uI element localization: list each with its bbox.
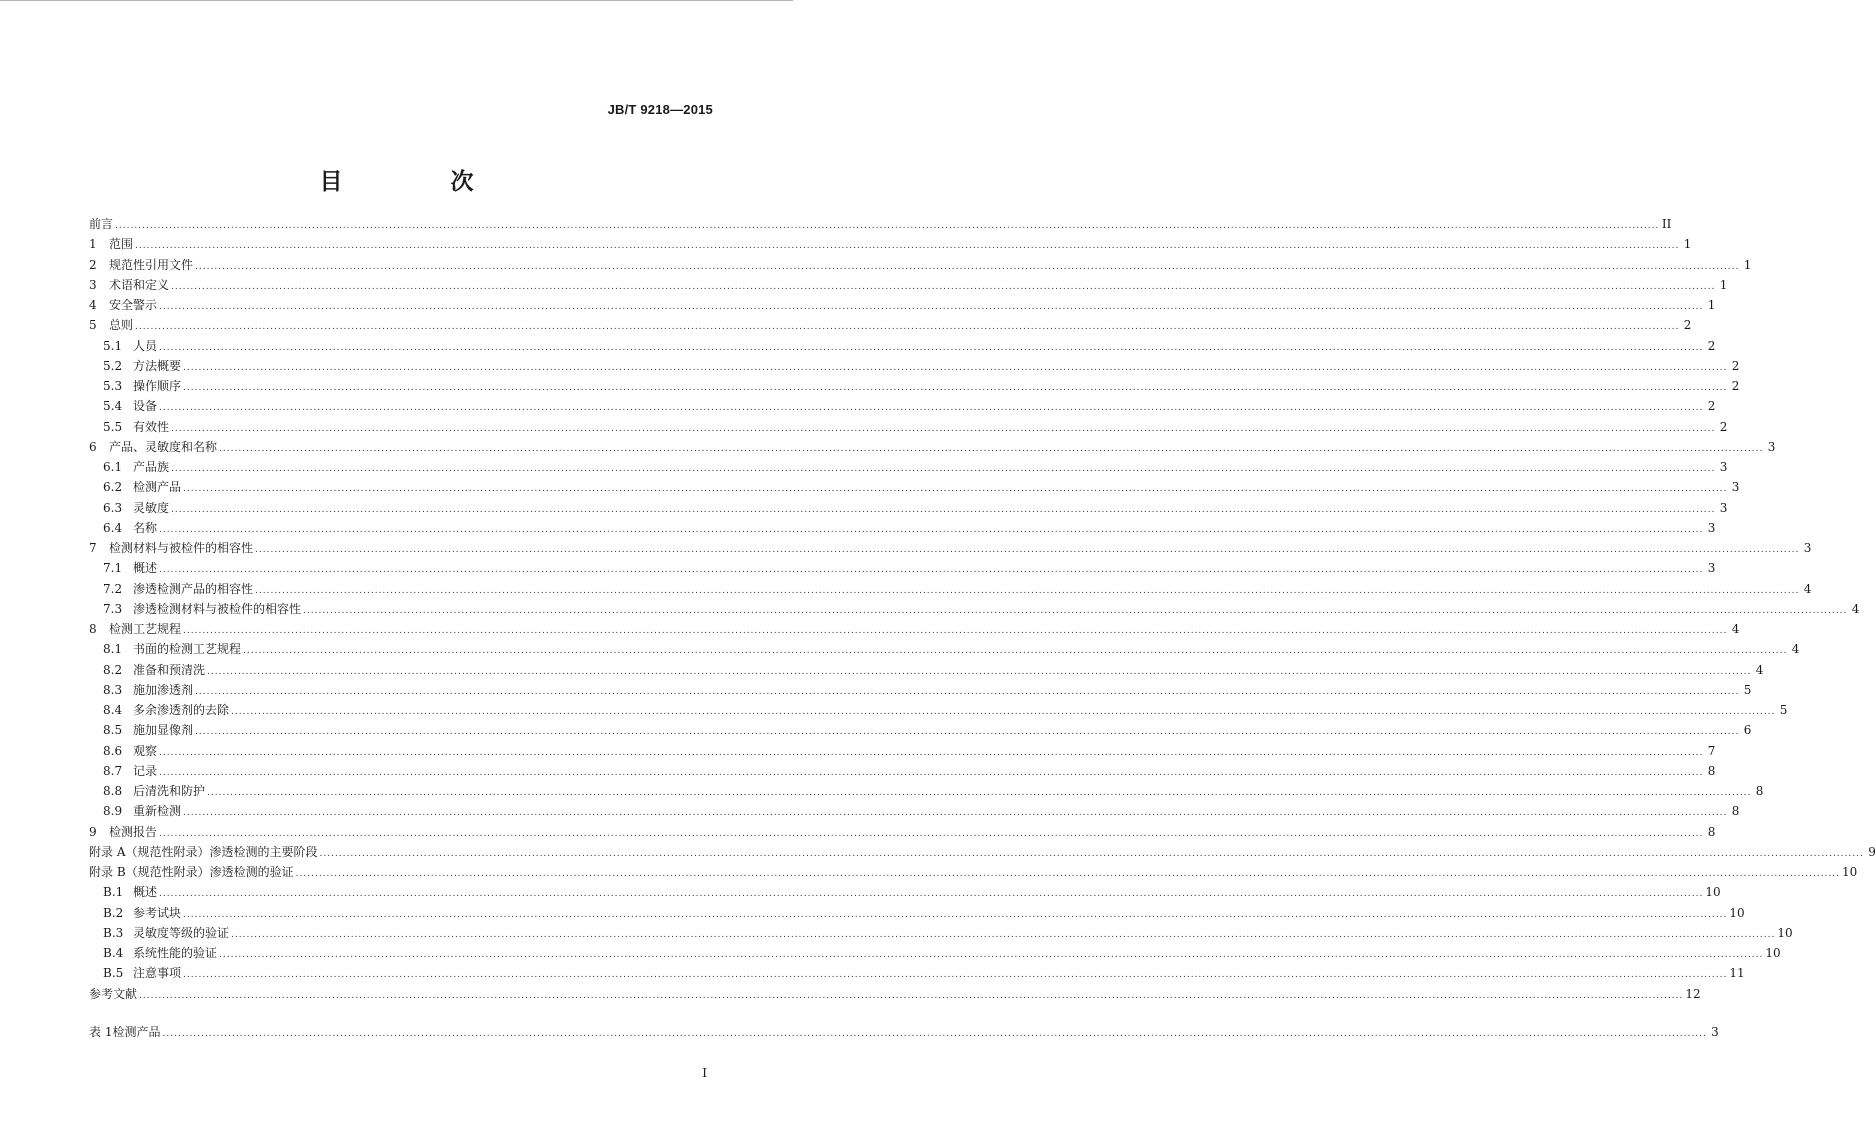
toc-entry[interactable] (89, 700, 1788, 720)
toc-entry-page: 2 (1731, 379, 1740, 393)
toc-entry[interactable] (89, 720, 1752, 740)
toc-entry-number: 8.3 (103, 682, 123, 697)
toc-entry-number: 8.2 (103, 662, 123, 677)
toc-entry-number: 8.8 (103, 784, 123, 798)
toc-entry-page: 5 (1779, 703, 1788, 717)
toc-entry-page: 8 (1755, 784, 1764, 798)
toc-entry-number: 5.5 (103, 419, 123, 434)
table-of-contents (89, 214, 1876, 1042)
toc-entry-number: 3 (89, 277, 97, 292)
toc-entry-number: 5.2 (103, 358, 123, 373)
toc-entry-page: 10 (1705, 885, 1721, 900)
toc-entry-number: 8.9 (103, 804, 123, 819)
toc-entry[interactable] (89, 255, 1752, 275)
toc-entry-page: 9 (1868, 844, 1876, 859)
toc-entry-number: 6.2 (103, 480, 123, 495)
toc-entry-page: 3 (1719, 460, 1728, 474)
toc-leader-dots: ................................................................................................................................................................................................................................................................................................................................................................................................................ (139, 990, 1684, 1001)
toc-entry[interactable] (89, 579, 1812, 599)
toc-entry[interactable] (89, 923, 1793, 943)
toc-entry-page: 10 (1777, 925, 1793, 940)
toc-entry-page: 11 (1729, 966, 1745, 981)
toc-entry[interactable] (89, 680, 1752, 700)
toc-entry-number: B.4 (103, 946, 124, 960)
toc-entry-label: 注意事项 (133, 966, 182, 981)
toc-entry[interactable] (89, 477, 1740, 497)
toc-leader-dots: ................................................................................................................................................................................................................................................................................................................................................................................................................ (183, 626, 1728, 636)
toc-entry[interactable] (89, 903, 1745, 923)
toc-entry-label: 检测产品 (112, 1024, 161, 1039)
toc-leader-dots: ................................................................................................................................................................................................................................................................................................................................................................................................................ (159, 767, 1704, 778)
toc-entry-label: 系统性能的验证 (133, 946, 218, 960)
toc-leader-dots: ................................................................................................................................................................................................................................................................................................................................................................................................................ (295, 869, 1840, 879)
toc-entry-page: 10 (1729, 905, 1745, 920)
toc-entry-label: 记录 (133, 763, 158, 778)
toc-entry-page: 3 (1707, 561, 1716, 576)
toc-entry-page: 1 (1707, 298, 1716, 312)
toc-entry-page: 2 (1683, 318, 1692, 333)
toc-entry-label: 渗透检测的验证 (209, 865, 294, 879)
toc-entry[interactable] (89, 822, 1716, 842)
toc-leader-dots: ................................................................................................................................................................................................................................................................................................................................................................................................................ (319, 848, 1864, 859)
toc-leader-dots: ................................................................................................................................................................................................................................................................................................................................................................................................................ (303, 605, 1848, 616)
toc-entry-number: 8.4 (103, 703, 123, 717)
toc-entry-page: 12 (1685, 986, 1701, 1001)
toc-leader-dots: ................................................................................................................................................................................................................................................................................................................................................................................................................ (255, 585, 1800, 596)
toc-leader-dots: ................................................................................................................................................................................................................................................................................................................................................................................................................ (159, 524, 1704, 535)
toc-entry-label: 产品族 (133, 460, 170, 474)
toc-leader-dots: ................................................................................................................................................................................................................................................................................................................................................................................................................ (159, 302, 1704, 312)
toc-entry-page: 4 (1731, 622, 1740, 636)
toc-entry-label: 操作顺序 (133, 379, 182, 393)
toc-leader-dots: ................................................................................................................................................................................................................................................................................................................................................................................................................ (171, 281, 1716, 292)
toc-entry-number: 6.1 (103, 460, 123, 474)
toc-entry-label: 人员 (133, 338, 158, 353)
toc-entry[interactable] (89, 943, 1781, 963)
toc-entry-number: 8.7 (103, 763, 123, 778)
toc-entry-label: 后清洗和防护 (133, 784, 206, 798)
toc-entry-number: 2 (89, 257, 97, 272)
toc-leader-dots: ................................................................................................................................................................................................................................................................................................................................................................................................................ (159, 342, 1704, 353)
toc-entry-page: 3 (1719, 500, 1728, 515)
toc-entry[interactable] (89, 781, 1764, 801)
toc-entry-label: 灵敏度等级的验证 (133, 925, 230, 940)
toc-entry-label: 前言 (89, 217, 114, 231)
toc-leader-dots: ................................................................................................................................................................................................................................................................................................................................................................................................................ (207, 666, 1752, 677)
toc-entry-label: 施加显像剂 (133, 723, 194, 738)
toc-entry[interactable] (89, 376, 1740, 396)
toc-leader-dots: ................................................................................................................................................................................................................................................................................................................................................................................................................ (195, 686, 1740, 697)
toc-entry[interactable] (89, 963, 1745, 983)
toc-entry[interactable] (89, 882, 1721, 902)
toc-leader-dots: ................................................................................................................................................................................................................................................................................................................................................................................................................ (219, 443, 1764, 454)
toc-entry-label: 书面的检测工艺规程 (133, 642, 242, 657)
toc-entry-number: 9 (89, 824, 97, 839)
toc-leader-dots: ................................................................................................................................................................................................................................................................................................................................................................................................................ (159, 403, 1704, 414)
toc-entry-page: 3 (1707, 520, 1716, 535)
toc-leader-dots: ................................................................................................................................................................................................................................................................................................................................................................................................................ (195, 727, 1740, 738)
toc-entry-label: 术语和定义 (109, 277, 170, 292)
toc-leader-dots: ................................................................................................................................................................................................................................................................................................................................................................................................................ (207, 788, 1752, 798)
toc-entry[interactable] (89, 639, 1800, 659)
toc-entry[interactable] (89, 396, 1716, 416)
toc-entry-page: 10 (1765, 946, 1781, 960)
toc-leader-dots: ................................................................................................................................................................................................................................................................................................................................................................................................................ (255, 545, 1800, 555)
toc-entry-number: 8.5 (103, 723, 123, 738)
toc-entry-label: 渗透检测产品的相容性 (133, 581, 254, 596)
toc-entry-page: 1 (1743, 257, 1752, 272)
toc-entry[interactable] (89, 457, 1728, 477)
toc-entry[interactable] (89, 842, 1876, 862)
toc-entry-number: 6.4 (103, 520, 123, 535)
toc-entry[interactable] (89, 336, 1716, 356)
toc-leader-dots: ................................................................................................................................................................................................................................................................................................................................................................................................................ (135, 322, 1680, 333)
toc-leader-dots: ................................................................................................................................................................................................................................................................................................................................................................................................................ (183, 808, 1728, 819)
toc-entry-number: 7.2 (103, 581, 123, 596)
toc-entry-number: 5.1 (103, 338, 123, 353)
toc-entry-number: 5.4 (103, 399, 123, 414)
toc-leader-dots: ................................................................................................................................................................................................................................................................................................................................................................................................................ (171, 464, 1716, 474)
toc-entry-page: 4 (1803, 581, 1812, 596)
toc-entry-number: B.2 (103, 905, 124, 920)
toc-entry-number: 7.3 (103, 601, 123, 616)
toc-entry[interactable] (89, 538, 1812, 558)
toc-entry-number: 8.1 (103, 642, 123, 657)
toc-entry-page: 4 (1755, 662, 1764, 677)
toc-entry[interactable] (89, 761, 1716, 781)
toc-entry-label: 施加渗透剂 (133, 682, 194, 697)
toc-entry-page: 10 (1842, 865, 1858, 879)
toc-leader-dots: ................................................................................................................................................................................................................................................................................................................................................................................................................ (159, 565, 1704, 576)
toc-entry-label: 总则 (109, 318, 134, 333)
toc-entry-label: 参考试块 (133, 905, 182, 920)
toc-entry-label: 产品、灵敏度和名称 (109, 439, 218, 454)
toc-leader-dots: ................................................................................................................................................................................................................................................................................................................................................................................................................ (195, 261, 1740, 272)
toc-entry[interactable] (89, 741, 1716, 761)
toc-entry-page: 3 (1731, 480, 1740, 495)
toc-leader-dots: ................................................................................................................................................................................................................................................................................................................................................................................................................ (183, 484, 1728, 495)
toc-entry[interactable] (89, 417, 1728, 437)
toc-entry-page: 8 (1707, 824, 1716, 839)
toc-entry[interactable] (89, 356, 1740, 376)
toc-entry-page: II (1661, 217, 1672, 231)
toc-entry[interactable] (89, 619, 1740, 639)
toc-entry-number: 表 1 (89, 1024, 113, 1039)
toc-leader-dots: ................................................................................................................................................................................................................................................................................................................................................................................................................ (159, 747, 1704, 758)
toc-entry[interactable] (89, 1022, 1719, 1042)
toc-entry-page: 2 (1707, 338, 1716, 353)
toc-leader-dots: ................................................................................................................................................................................................................................................................................................................................................................................................................ (115, 221, 1660, 231)
toc-leader-dots: ................................................................................................................................................................................................................................................................................................................................................................................................................ (183, 362, 1728, 373)
toc-leader-dots: ................................................................................................................................................................................................................................................................................................................................................................................................................ (183, 970, 1728, 981)
toc-leader-dots: ................................................................................................................................................................................................................................................................................................................................................................................................................ (135, 241, 1680, 252)
toc-leader-dots: ................................................................................................................................................................................................................................................................................................................................................................................................................ (183, 383, 1728, 393)
toc-entry[interactable] (89, 275, 1728, 295)
toc-entry-page: 4 (1851, 601, 1860, 616)
toc-entry-number: 附录 A（规范性附录） (89, 844, 210, 859)
toc-entry[interactable] (89, 437, 1776, 457)
toc-leader-dots: ................................................................................................................................................................................................................................................................................................................................................................................................................ (171, 504, 1716, 515)
toc-leader-dots: ................................................................................................................................................................................................................................................................................................................................................................................................................ (162, 1028, 1707, 1039)
toc-leader-dots: ................................................................................................................................................................................................................................................................................................................................................................................................................ (159, 828, 1704, 839)
toc-entry-page: 5 (1743, 682, 1752, 697)
toc-entry-number: 8 (89, 622, 97, 636)
toc-entry[interactable] (89, 234, 1692, 254)
toc-entry[interactable] (89, 214, 1672, 234)
toc-entry-page: 2 (1707, 399, 1716, 414)
page-number: I (702, 1066, 707, 1080)
toc-entry-label: 名称 (133, 520, 158, 535)
toc-entry[interactable] (89, 295, 1716, 315)
toc-entry-label: 设备 (133, 399, 158, 414)
toc-entry-number: 6.3 (103, 500, 123, 515)
toc-entry-label: 范围 (109, 237, 134, 252)
toc-entry[interactable] (89, 862, 1858, 882)
toc-entry[interactable] (89, 498, 1728, 518)
toc-entry-label: 检测报告 (109, 824, 158, 839)
toc-leader-dots: ................................................................................................................................................................................................................................................................................................................................................................................................................ (231, 929, 1776, 940)
toc-leader-dots: ................................................................................................................................................................................................................................................................................................................................................................................................................ (219, 950, 1764, 960)
toc-entry-page: 1 (1719, 277, 1728, 292)
toc-entry-label: 检测材料与被检件的相容性 (109, 541, 254, 555)
toc-entry-label: 参考文献 (89, 986, 138, 1001)
toc-entry-page: 2 (1719, 419, 1728, 434)
toc-entry-page: 3 (1803, 541, 1812, 555)
page-title: 目 次 (319, 169, 524, 195)
toc-entry-number: 5.3 (103, 379, 123, 393)
toc-entry-page: 7 (1707, 743, 1716, 758)
toc-entry-page: 6 (1743, 723, 1752, 738)
toc-entry[interactable] (89, 315, 1692, 335)
toc-entry-label: 重新检测 (133, 804, 182, 819)
toc-entry-label: 概述 (133, 885, 158, 900)
toc-entry[interactable] (89, 558, 1716, 578)
toc-entry-number: 8.6 (103, 743, 123, 758)
toc-entry-number: 7.1 (103, 561, 123, 576)
toc-entry-label: 安全警示 (109, 298, 158, 312)
toc-entry-number: B.3 (103, 925, 124, 940)
toc-entry[interactable] (89, 660, 1764, 680)
toc-entry-page: 2 (1731, 358, 1740, 373)
toc-entry-page: 3 (1767, 439, 1776, 454)
toc-entry[interactable] (89, 599, 1860, 619)
toc-entry-label: 有效性 (133, 419, 170, 434)
toc-entry-label: 灵敏度 (133, 500, 170, 515)
toc-entry-number: 5 (89, 318, 97, 333)
toc-entry-label: 观察 (133, 743, 158, 758)
toc-entry-label: 多余渗透剂的去除 (133, 703, 230, 717)
toc-entry-label: 检测产品 (133, 480, 182, 495)
toc-entry-page: 3 (1711, 1024, 1719, 1039)
toc-entry-label: 方法概要 (133, 358, 182, 373)
toc-entry-number: 附录 B（规范性附录） (89, 865, 210, 879)
toc-leader-dots: ................................................................................................................................................................................................................................................................................................................................................................................................................ (183, 909, 1728, 920)
toc-leader-dots: ................................................................................................................................................................................................................................................................................................................................................................................................................ (231, 707, 1776, 717)
toc-entry-number: 6 (89, 439, 97, 454)
toc-leader-dots: ................................................................................................................................................................................................................................................................................................................................................................................................................ (159, 889, 1704, 900)
toc-entry-page: 8 (1707, 763, 1716, 778)
toc-entry-label: 概述 (133, 561, 158, 576)
toc-entry-page: 8 (1731, 804, 1740, 819)
toc-entry[interactable] (89, 801, 1740, 821)
toc-entry[interactable] (89, 518, 1716, 538)
toc-entry[interactable] (89, 984, 1701, 1004)
toc-entry-page: 1 (1683, 237, 1692, 252)
toc-entry-number: 4 (89, 298, 97, 312)
toc-entry-number: B.1 (103, 885, 124, 900)
toc-entry-label: 规范性引用文件 (109, 257, 194, 272)
standard-code: JB/T 9218—2015 (607, 102, 713, 117)
toc-leader-dots: ................................................................................................................................................................................................................................................................................................................................................................................................................ (243, 646, 1788, 657)
toc-entry-number: B.5 (103, 966, 124, 981)
toc-entry-number: 7 (89, 541, 97, 555)
toc-entry-label: 渗透检测材料与被检件的相容性 (133, 601, 302, 616)
toc-entry-page: 4 (1791, 642, 1800, 657)
toc-leader-dots: ................................................................................................................................................................................................................................................................................................................................................................................................................ (171, 423, 1716, 434)
toc-entry-label: 渗透检测的主要阶段 (209, 844, 318, 859)
toc-entry-label: 检测工艺规程 (109, 622, 182, 636)
toc-entry-number: 1 (89, 237, 97, 252)
toc-entry-label: 准备和预清洗 (133, 662, 206, 677)
top-border (0, 0, 793, 1)
